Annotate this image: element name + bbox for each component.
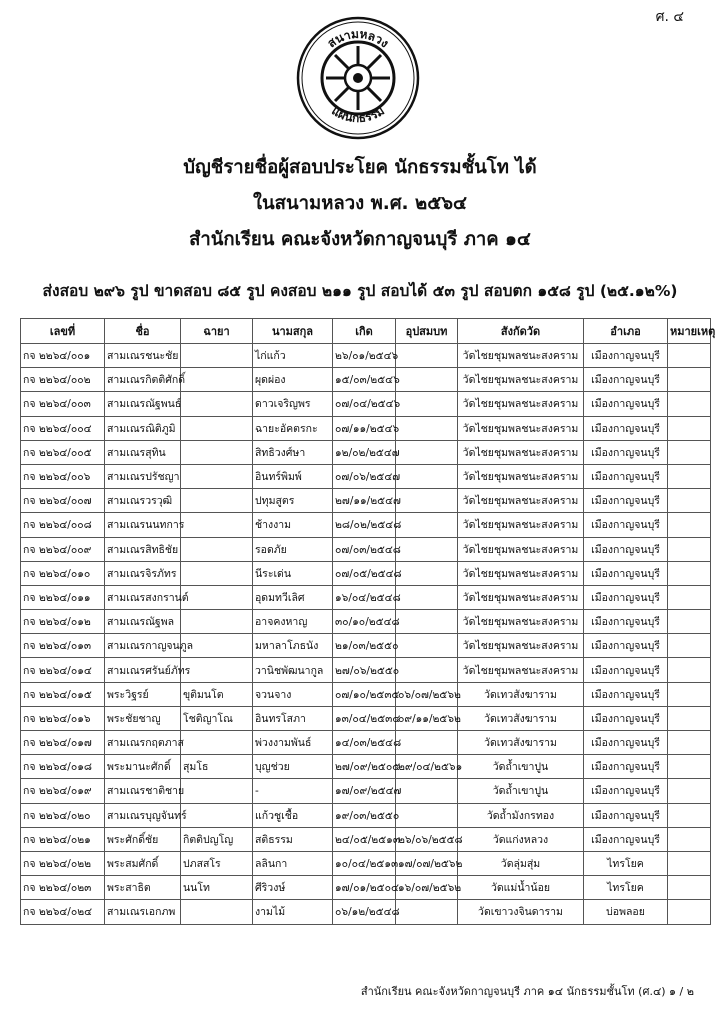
cell-surname: สติธรรม (253, 827, 333, 851)
cell-chaya (181, 416, 253, 440)
table-row (21, 827, 711, 851)
cell-note (668, 876, 711, 900)
table-row (21, 610, 711, 634)
seal-top-text: สนามหลวง (324, 26, 392, 51)
cell-surname: รอดภัย (253, 537, 333, 561)
table-row (21, 464, 711, 488)
cell-ordained: ๑๗/๐๗/๒๕๖๒ (396, 851, 458, 875)
table-row (21, 416, 711, 440)
cell-temple: วัดเทวสังฆาราม (458, 706, 584, 730)
cell-district: เมืองกาญจนบุรี (584, 634, 668, 658)
cell-number: กจ ๒๒๖๔/๐๐๖ (21, 464, 105, 488)
cell-chaya (181, 585, 253, 609)
cell-district: เมืองกาญจนบุรี (584, 561, 668, 585)
cell-birth: ๐๖/๑๒/๒๕๔๘ (333, 900, 396, 924)
cell-number: กจ ๒๒๖๔/๐๒๒ (21, 851, 105, 875)
cell-temple: วัดไชยชุมพลชนะสงคราม (458, 489, 584, 513)
cell-birth: ๑๕/๐๓/๒๕๔๖ (333, 368, 396, 392)
cell-name: สามเณรเอกภพ (105, 900, 181, 924)
cell-chaya: สุมโธ (181, 755, 253, 779)
cell-note (668, 706, 711, 730)
seal-bottom-text: แผนกธรรม (329, 103, 387, 126)
cell-ordained: ๐๙/๑๑/๒๕๖๒ (396, 706, 458, 730)
cell-district: เมืองกาญจนบุรี (584, 440, 668, 464)
cell-number: กจ ๒๒๖๔/๐๒๓ (21, 876, 105, 900)
cell-name: สามเณรณัฐพล (105, 610, 181, 634)
cell-chaya: ขุติมนโต (181, 682, 253, 706)
cell-birth: ๑๒/๐๒/๒๕๔๗ (333, 440, 396, 464)
cell-note (668, 827, 711, 851)
cell-temple: วัดไชยชุมพลชนะสงคราม (458, 464, 584, 488)
cell-birth: ๐๗/๑๐/๒๕๓๕ (333, 682, 396, 706)
cell-birth: ๑๖/๐๔/๒๕๔๘ (333, 585, 396, 609)
cell-name: สามเณรสงกรานต์ (105, 585, 181, 609)
table-row (21, 392, 711, 416)
cell-temple: วัดไชยชุมพลชนะสงคราม (458, 368, 584, 392)
table-row (21, 779, 711, 803)
cell-name: สามเณรชาติชาย (105, 779, 181, 803)
cell-note (668, 779, 711, 803)
cell-surname: ผุดผ่อง (253, 368, 333, 392)
cell-ordained (396, 344, 458, 368)
cell-temple: วัดไชยชุมพลชนะสงคราม (458, 658, 584, 682)
cell-birth: ๐๗/๐๕/๒๕๔๘ (333, 561, 396, 585)
cell-name: พระสาธิต (105, 876, 181, 900)
cell-district: เมืองกาญจนบุรี (584, 682, 668, 706)
cell-name: พระศักดิ์ชัย (105, 827, 181, 851)
cell-number: กจ ๒๒๖๔/๐๐๔ (21, 416, 105, 440)
cell-name: สามเณรนนทการ (105, 513, 181, 537)
cell-name: พระมานะศักดิ์ (105, 755, 181, 779)
cell-temple: วัดแม่น้ำน้อย (458, 876, 584, 900)
cell-note (668, 610, 711, 634)
cell-surname: สิทธิวงศ์ษา (253, 440, 333, 464)
cell-temple: วัดเทวสังฆาราม (458, 682, 584, 706)
cell-number: กจ ๒๒๖๔/๐๐๒ (21, 368, 105, 392)
cell-surname: ศีริวงษ์ (253, 876, 333, 900)
cell-birth: ๐๗/๐๓/๒๕๔๘ (333, 537, 396, 561)
cell-note (668, 900, 711, 924)
table-row (21, 489, 711, 513)
title-line-2: ในสนามหลวง พ.ศ. ๒๕๖๔ (253, 193, 467, 214)
cell-chaya (181, 513, 253, 537)
header-number: เลขที่ (21, 319, 105, 344)
cell-chaya (181, 368, 253, 392)
cell-surname: บุญช่วย (253, 755, 333, 779)
cell-chaya (181, 610, 253, 634)
cell-note (668, 489, 711, 513)
cell-temple: วัดไชยชุมพลชนะสงคราม (458, 610, 584, 634)
title-line-1: บัญชีรายชื่อผู้สอบประโยค นักธรรมชั้นโท ได้ (183, 157, 537, 178)
header-note: หมายเหตุ (668, 319, 711, 344)
table-body (21, 344, 711, 925)
cell-chaya (181, 658, 253, 682)
cell-ordained (396, 634, 458, 658)
cell-surname: ช้างงาม (253, 513, 333, 537)
cell-ordained (396, 610, 458, 634)
table-row (21, 731, 711, 755)
cell-number: กจ ๒๒๖๔/๐๒๔ (21, 900, 105, 924)
table-row (21, 682, 711, 706)
cell-ordained: ๒๖/๐๖/๒๕๕๘ (396, 827, 458, 851)
cell-ordained (396, 585, 458, 609)
cell-note (668, 803, 711, 827)
cell-number: กจ ๒๒๖๔/๐๐๑ (21, 344, 105, 368)
cell-birth: ๒๖/๐๑/๒๕๔๖ (333, 344, 396, 368)
cell-name: พระชัยชาญู (105, 706, 181, 730)
cell-name: สามเณรกาญจนภูล (105, 634, 181, 658)
cell-district: บ่อพลอย (584, 900, 668, 924)
cell-birth: ๑๔/๐๓/๒๕๔๘ (333, 731, 396, 755)
results-table (20, 318, 716, 925)
cell-chaya: นนโท (181, 876, 253, 900)
page-footer: สำนักเรียน คณะจังหวัดกาญจนบุรี ภาค ๑๔ นักธรรมชั้นโท (ศ.๔) ๑ / ๒ (360, 985, 694, 998)
cell-birth: ๒๗/๐๙/๒๕๐๕ (333, 755, 396, 779)
document-title-block (0, 150, 720, 258)
header-birth: เกิด (333, 319, 396, 344)
cell-ordained (396, 416, 458, 440)
cell-surname: ดาวเจริญพร (253, 392, 333, 416)
cell-birth: ๒๘/๐๒/๒๕๔๘ (333, 513, 396, 537)
cell-district: เมืองกาญจนบุรี (584, 803, 668, 827)
cell-surname: พ่วงงามพันธ์ (253, 731, 333, 755)
table-row (21, 755, 711, 779)
cell-number: กจ ๒๒๖๔/๐๑๑ (21, 585, 105, 609)
table-row (21, 658, 711, 682)
cell-chaya (181, 561, 253, 585)
exam-summary: ส่งสอบ ๒๙๖ รูป ขาดสอบ ๘๕ รูป คงสอบ ๒๑๑ รูป สอบได้ ๕๓ รูป สอบตก ๑๕๘ รูป (๒๕.๑๒%) (42, 282, 678, 300)
table-row (21, 344, 711, 368)
cell-district: เมืองกาญจนบุรี (584, 344, 668, 368)
cell-name: สามเณรวรวุฒิ (105, 489, 181, 513)
cell-district: เมืองกาญจนบุรี (584, 731, 668, 755)
cell-note (668, 464, 711, 488)
table-row (21, 368, 711, 392)
cell-temple: วัดไชยชุมพลชนะสงคราม (458, 440, 584, 464)
cell-name: สามเณรกิตติศักดิ์ (105, 368, 181, 392)
cell-birth: ๒๔/๐๕/๒๕๑๓ (333, 827, 396, 851)
table-row (21, 706, 711, 730)
cell-temple: วัดไชยชุมพลชนะสงคราม (458, 513, 584, 537)
cell-name: สามเณรณัฐพนธ์ (105, 392, 181, 416)
cell-name: สามเณรกฤตภาส (105, 731, 181, 755)
table-row (21, 876, 711, 900)
cell-district: เมืองกาญจนบุรี (584, 537, 668, 561)
cell-number: กจ ๒๒๖๔/๐๐๓ (21, 392, 105, 416)
cell-number: กจ ๒๒๖๔/๐๑๓ (21, 634, 105, 658)
cell-name: พระวิฐรย์ (105, 682, 181, 706)
table-row (21, 537, 711, 561)
cell-number: กจ ๒๒๖๔/๐๐๙ (21, 537, 105, 561)
cell-ordained (396, 440, 458, 464)
table-header-row (21, 319, 711, 344)
cell-chaya (181, 803, 253, 827)
cell-number: กจ ๒๒๖๔/๐๑๖ (21, 706, 105, 730)
cell-name: สามเณรสิทธิชัย (105, 537, 181, 561)
cell-surname: นีระเด่น (253, 561, 333, 585)
cell-birth: ๑๙/๐๓/๒๕๕๐ (333, 803, 396, 827)
cell-name: สามเณรสุทิน (105, 440, 181, 464)
cell-surname: จวนจาง (253, 682, 333, 706)
table-row (21, 634, 711, 658)
form-code: ศ. ๔ (655, 9, 684, 25)
cell-ordained (396, 779, 458, 803)
cell-chaya (181, 464, 253, 488)
cell-surname: แก้วชูเชื้อ (253, 803, 333, 827)
cell-temple: วัดถ้ำเขาปูน (458, 755, 584, 779)
cell-ordained (396, 392, 458, 416)
cell-birth: ๒๑/๐๓/๒๕๕๐ (333, 634, 396, 658)
header-chaya: ฉายา (181, 319, 253, 344)
cell-chaya (181, 440, 253, 464)
cell-name: สามเณรบุญจันทร์ (105, 803, 181, 827)
cell-number: กจ ๒๒๖๔/๐๑๙ (21, 779, 105, 803)
cell-surname: ฉายะอัคตรกะ (253, 416, 333, 440)
cell-chaya (181, 392, 253, 416)
header-surname: นามสกุล (253, 319, 333, 344)
table-row (21, 440, 711, 464)
cell-number: กจ ๒๒๖๔/๐๑๔ (21, 658, 105, 682)
cell-note (668, 537, 711, 561)
cell-district: เมืองกาญจนบุรี (584, 827, 668, 851)
cell-name: สามเณรณิติภูมิ (105, 416, 181, 440)
table-row (21, 851, 711, 875)
cell-temple: วัดไชยชุมพลชนะสงคราม (458, 344, 584, 368)
cell-name: สามเณรศรันย์ภัทร (105, 658, 181, 682)
cell-birth: ๑๐/๐๔/๒๕๑๓ (333, 851, 396, 875)
cell-district: เมืองกาญจนบุรี (584, 392, 668, 416)
cell-chaya: โชติญาโณ (181, 706, 253, 730)
cell-district: ไทรโยค (584, 851, 668, 875)
cell-ordained (396, 489, 458, 513)
cell-chaya (181, 900, 253, 924)
cell-ordained (396, 658, 458, 682)
cell-surname: ไก่แก้ว (253, 344, 333, 368)
cell-temple: วัดลุ่มสุ่ม (458, 851, 584, 875)
cell-chaya: ปภสสโร (181, 851, 253, 875)
cell-surname: อินทรโสภา (253, 706, 333, 730)
cell-ordained (396, 368, 458, 392)
cell-chaya (181, 344, 253, 368)
cell-district: เมืองกาญจนบุรี (584, 513, 668, 537)
cell-birth: ๑๗/๐๙/๒๕๔๗ (333, 779, 396, 803)
cell-number: กจ ๒๒๖๔/๐๐๗ (21, 489, 105, 513)
cell-number: กจ ๒๒๖๔/๐๐๕ (21, 440, 105, 464)
cell-district: เมืองกาญจนบุรี (584, 658, 668, 682)
cell-ordained (396, 513, 458, 537)
table-row (21, 803, 711, 827)
cell-ordained (396, 900, 458, 924)
cell-district: ไทรโยค (584, 876, 668, 900)
cell-ordained: ๑๖/๐๗/๒๕๖๒ (396, 876, 458, 900)
cell-birth: ๐๗/๑๑/๒๕๔๖ (333, 416, 396, 440)
cell-number: กจ ๒๒๖๔/๐๑๒ (21, 610, 105, 634)
title-line-3: สำนักเรียน คณะจังหวัดกาญจนบุรี ภาค ๑๔ (189, 229, 531, 250)
cell-ordained (396, 537, 458, 561)
cell-number: กจ ๒๒๖๔/๐๐๘ (21, 513, 105, 537)
cell-district: เมืองกาญจนบุรี (584, 755, 668, 779)
cell-note (668, 513, 711, 537)
cell-district: เมืองกาญจนบุรี (584, 464, 668, 488)
cell-note (668, 851, 711, 875)
cell-ordained (396, 731, 458, 755)
cell-surname: อาจคงหาญ (253, 610, 333, 634)
cell-note (668, 731, 711, 755)
cell-temple: วัดแก่งหลวง (458, 827, 584, 851)
cell-birth: ๐๗/๐๖/๒๕๔๗ (333, 464, 396, 488)
header-district: อำเภอ (584, 319, 668, 344)
cell-note (668, 392, 711, 416)
sanam-luang-seal (296, 16, 420, 140)
header-name: ชื่อ (105, 319, 181, 344)
cell-temple: วัดถ้ำมังกรทอง (458, 803, 584, 827)
cell-ordained (396, 464, 458, 488)
cell-note (668, 416, 711, 440)
cell-temple: วัดเทวสังฆาราม (458, 731, 584, 755)
cell-ordained: ๐๖/๐๗/๒๕๖๒ (396, 682, 458, 706)
cell-surname: ลลินกา (253, 851, 333, 875)
cell-temple: วัดไชยชุมพลชนะสงคราม (458, 585, 584, 609)
cell-number: กจ ๒๒๖๔/๐๑๐ (21, 561, 105, 585)
cell-district: เมืองกาญจนบุรี (584, 706, 668, 730)
cell-temple: วัดไชยชุมพลชนะสงคราม (458, 537, 584, 561)
table-row (21, 900, 711, 924)
cell-birth: ๒๗/๑๑/๒๕๔๗ (333, 489, 396, 513)
cell-temple: วัดไชยชุมพลชนะสงคราม (458, 392, 584, 416)
cell-temple: วัดเขาวงจินดาราม (458, 900, 584, 924)
table-row (21, 513, 711, 537)
cell-note (668, 561, 711, 585)
cell-district: เมืองกาญจนบุรี (584, 368, 668, 392)
cell-chaya (181, 731, 253, 755)
header-temple: สังกัดวัด (458, 319, 584, 344)
cell-note (668, 585, 711, 609)
cell-note (668, 658, 711, 682)
cell-birth: ๓๐/๑๐/๒๕๔๘ (333, 610, 396, 634)
cell-name: พระสมศักดิ์ (105, 851, 181, 875)
cell-district: เมืองกาญจนบุรี (584, 416, 668, 440)
cell-name: สามเณรปรัชญา (105, 464, 181, 488)
cell-number: กจ ๒๒๖๔/๐๑๗ (21, 731, 105, 755)
cell-district: เมืองกาญจนบุรี (584, 489, 668, 513)
cell-surname: มหาลาโภธนัง (253, 634, 333, 658)
cell-surname: อุดมทวีเลิศ (253, 585, 333, 609)
cell-birth: ๑๗/๐๑/๒๕๐๔ (333, 876, 396, 900)
cell-surname: วานิชพัฒนากูล (253, 658, 333, 682)
table-row (21, 585, 711, 609)
cell-note (668, 344, 711, 368)
cell-note (668, 440, 711, 464)
cell-note (668, 755, 711, 779)
cell-number: กจ ๒๒๖๔/๐๒๐ (21, 803, 105, 827)
cell-number: กจ ๒๒๖๔/๐๒๑ (21, 827, 105, 851)
cell-ordained (396, 561, 458, 585)
cell-district: เมืองกาญจนบุรี (584, 585, 668, 609)
cell-note (668, 634, 711, 658)
cell-surname: อินทร์พิมพ์ (253, 464, 333, 488)
cell-ordained (396, 803, 458, 827)
cell-chaya (181, 489, 253, 513)
cell-note (668, 682, 711, 706)
header-ordained: อุปสมบท (396, 319, 458, 344)
cell-chaya (181, 779, 253, 803)
cell-birth: ๑๓/๐๔/๒๕๓๔ (333, 706, 396, 730)
cell-birth: ๐๗/๐๔/๒๕๔๖ (333, 392, 396, 416)
cell-surname: ปทุมสูตร (253, 489, 333, 513)
cell-district: เมืองกาญจนบุรี (584, 610, 668, 634)
cell-surname: - (253, 779, 333, 803)
cell-district: เมืองกาญจนบุรี (584, 779, 668, 803)
cell-temple: วัดไชยชุมพลชนะสงคราม (458, 416, 584, 440)
cell-number: กจ ๒๒๖๔/๐๑๕ (21, 682, 105, 706)
cell-note (668, 368, 711, 392)
cell-number: กจ ๒๒๖๔/๐๑๘ (21, 755, 105, 779)
cell-birth: ๒๗/๐๖/๒๕๕๐ (333, 658, 396, 682)
cell-name: สามเณรจิรภัทร (105, 561, 181, 585)
cell-chaya: กิตติปญโญ (181, 827, 253, 851)
cell-ordained: ๒๙/๐๔/๒๕๖๑ (396, 755, 458, 779)
cell-temple: วัดถ้ำเขาปูน (458, 779, 584, 803)
cell-chaya (181, 537, 253, 561)
cell-temple: วัดไชยชุมพลชนะสงคราม (458, 634, 584, 658)
cell-surname: งามไม้ (253, 900, 333, 924)
cell-temple: วัดไชยชุมพลชนะสงคราม (458, 561, 584, 585)
table-row (21, 561, 711, 585)
cell-name: สามเณรชนะชัย (105, 344, 181, 368)
